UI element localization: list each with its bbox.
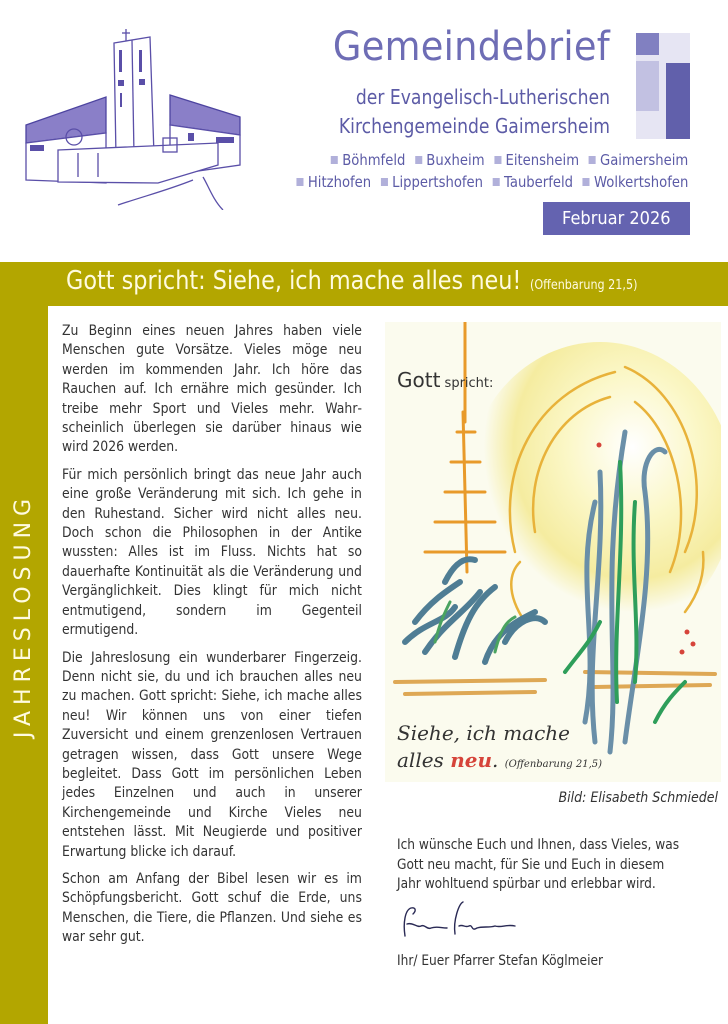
place-name: Wolkertshofen (593, 173, 688, 191)
closing-line: Gott neu macht, für Sie und Euch in diesem (397, 856, 665, 873)
bullet-square-icon (330, 156, 337, 164)
brand-block-dark-small (636, 33, 659, 55)
closing-line: Ich wünsche Euch und Ihnen, dass Vieles, was (397, 837, 680, 853)
section-label-vertical (0, 480, 48, 750)
closing-wish (397, 836, 724, 895)
bullet-square-icon (494, 156, 501, 164)
issue-date-badge (543, 202, 690, 235)
place-name: Buxheim (426, 151, 485, 169)
newsletter-subtitle-line1: der Evangelisch-Lutherischen (355, 85, 610, 109)
brand-block-light (636, 61, 659, 111)
places-row-1 (325, 151, 688, 169)
newsletter-title: Gemeindebrief (332, 24, 610, 70)
newsletter-subtitle-line2: Kirchengemeinde Gaimersheim (338, 114, 610, 138)
section-label: JAHRESLOSUNG (11, 492, 37, 738)
issue-date: Februar 2026 (562, 208, 671, 229)
article-paragraph: Die Jahreslosung ein wunderbarer Fingerzeig. Denn nicht sie, du und ich brauchen alles neu zu machen. Gott spricht: Siehe, ich mache alles neu! Wir können uns von einer tiefen Zuversicht und einem grenzenlosen Vertrauen getragen wissen, dass Gott unsere Wege begleitet. Dass Gott im persönlichen Leben jedes Einzelnen und auch in unserer Kirchengemeinde und Kirche Vieles neu entstehen lässt. Mit Neugierde und positiver Erwartung blicke ich darauf. (62, 649, 362, 860)
watercolor-painting (385, 322, 721, 782)
bullet-square-icon (415, 156, 422, 164)
bullet-square-icon (296, 178, 303, 186)
bullet-square-icon (492, 178, 499, 186)
brand-block-dark-tall (666, 63, 690, 139)
headline-text: Gott spricht: Siehe, ich mache alles neu! (66, 266, 522, 296)
painting-caption: Bild: Elisabeth Schmiedel (558, 790, 718, 806)
article-body (62, 322, 362, 956)
svg-text:Siehe, ich mache: Siehe, ich mache (397, 721, 571, 745)
church-drawing-logo (18, 25, 258, 210)
brand-blocks-logo (636, 33, 690, 139)
closing-line: Jahr wohltuend spürbar und erlebbar wird. (397, 876, 656, 893)
places-row-2 (291, 173, 688, 191)
article-paragraph: Für mich persönlich bringt das neue Jahr auch eine große Veränderung mit sich. Ich gehe in den Ruhestand. Sicher wird nicht alles neu. Doch schon die Philosophen in der Antike wussten: Alles ist im Fluss. Nichts hat so dauerhafte Kontinuität als die Veränderung und Vergänglichkeit. Dies klingt für mich nicht entmutigend, sondern im Gegenteil ermutigend. (62, 466, 362, 639)
section-headline (66, 266, 637, 296)
painting-top-text: Gott spricht: (397, 368, 494, 392)
place-name: Hitzhofen (307, 173, 371, 191)
place-name: Böhmfeld (341, 151, 406, 169)
headline-reference: (Offenbarung 21,5) (529, 278, 638, 293)
place-name: Lippertshofen (391, 173, 483, 191)
bullet-square-icon (582, 178, 589, 186)
signoff: Ihr/ Euer Pfarrer Stefan Köglmeier (397, 953, 603, 969)
handwritten-signature (397, 898, 527, 940)
place-name: Gaimersheim (599, 151, 688, 169)
svg-text:alles neu. (Offenbarung 21,5): alles neu. (Offenbarung 21,5) (397, 748, 603, 772)
place-name: Tauberfeld (503, 173, 573, 191)
bullet-square-icon (380, 178, 387, 186)
bullet-square-icon (588, 156, 595, 164)
article-paragraph: Zu Beginn eines neuen Jahres haben viele Menschen gute Vorsätze. Vieles möge neu werden im kommenden Jahr. Ich höre das Rauchen auf. Ich ernähre mich gesünder. Ich treibe mehr Sport und Vieles mehr. Wahrscheinlich überlegen sie darüber hinaus wie wird 2026 werden. (62, 323, 362, 456)
place-name: Eitensheim (505, 151, 579, 169)
article-paragraph: Schon am Anfang der Bibel lesen wir es im Schöpfungsbericht. Gott schuf die Erde, uns Menschen, die Tiere, die Pflanzen. Und siehe es war sehr gut. (62, 870, 362, 946)
